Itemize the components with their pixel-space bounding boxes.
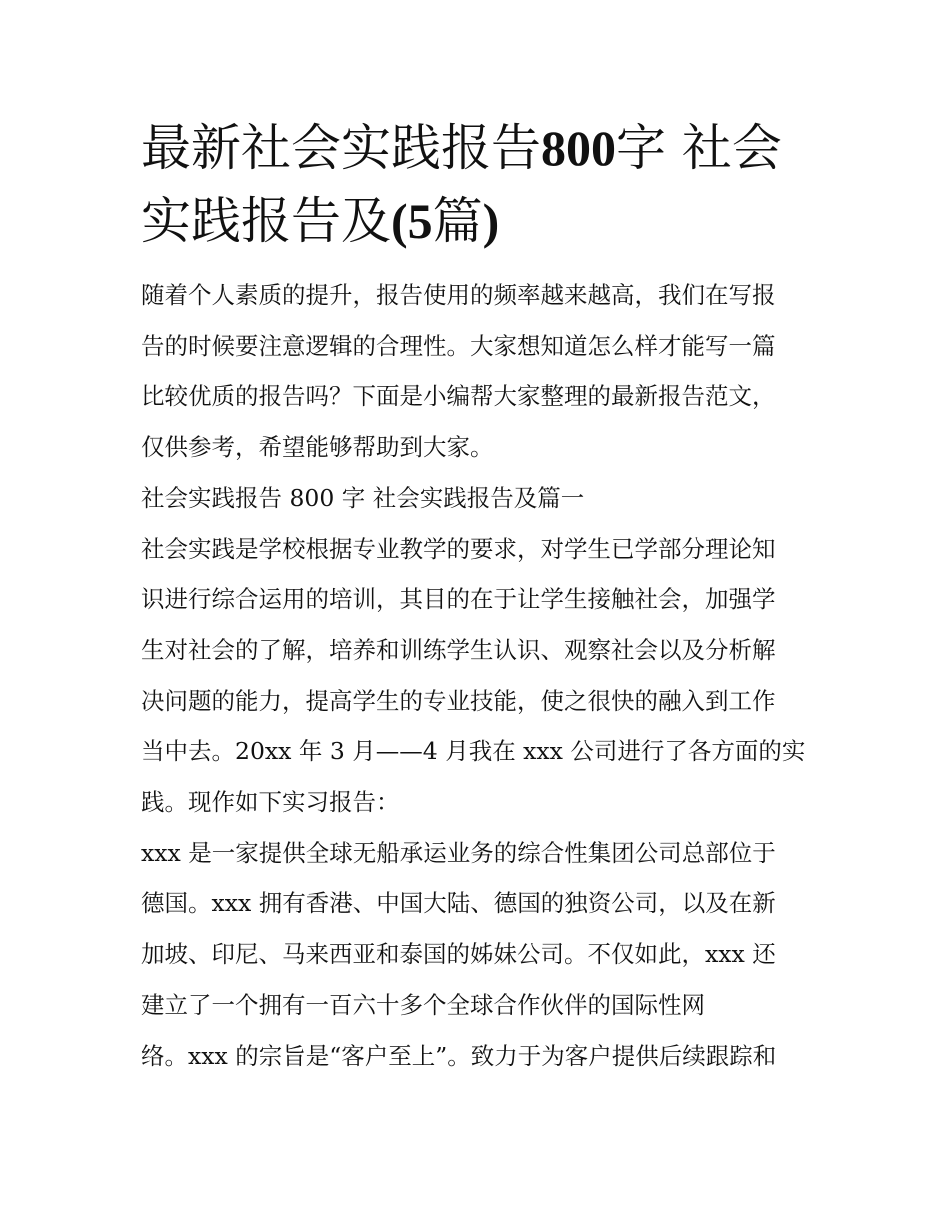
title-number: 800	[541, 120, 616, 176]
text-line: 随着个人素质的提升，报告使用的频率越来越高，我们在写报	[141, 281, 776, 309]
text-line: 比较优质的报告吗？下面是小编帮大家整理的最新报告范文，	[141, 382, 776, 411]
text-line: xxx 是一家提供全球无船承运业务的综合性集团公司总部位于	[141, 838, 776, 867]
text-line: 加坡、印尼、马来西亚和泰国的姊妹公司。不仅如此，xxx 还	[141, 940, 776, 969]
title-number: (5	[391, 193, 433, 249]
title-paren: )	[482, 193, 500, 249]
text-line: 德国。xxx 拥有香港、中国大陆、德国的独资公司，以及在新	[141, 889, 776, 918]
title-text: 篇	[432, 192, 483, 250]
section-heading	[141, 473, 813, 524]
title-text: 实践报告及	[141, 192, 391, 250]
text-line: 生对社会的了解，培养和训练学生认识、观察社会以及分析解	[141, 635, 776, 664]
body-paragraph	[141, 828, 813, 1082]
text-line: 络。xxx 的宗旨是“客户至上”。致力于为客户提供后续跟踪和	[141, 1041, 777, 1070]
body-paragraph	[141, 524, 813, 828]
title-line-1	[141, 112, 813, 185]
title-text: 字 社会	[616, 119, 782, 177]
text-line: 当中去。20xx 年 3 月——4 月我在 xxx 公司进行了各方面的实	[141, 737, 806, 766]
document-title	[141, 112, 813, 258]
text-line: 社会实践是学校根据专业教学的要求，对学生已学部分理论知	[141, 534, 776, 563]
text-line: 决问题的能力，提高学生的专业技能，使之很快的融入到工作	[141, 686, 776, 715]
text-line: 仅供参考，希望能够帮助到大家。	[141, 433, 494, 462]
text-line: 告的时候要注意逻辑的合理性。大家想知道怎么样才能写一篇	[141, 331, 776, 360]
intro-paragraph	[141, 270, 813, 473]
text-line: 建立了一个拥有一百六十多个全球合作伙伴的国际性网	[141, 990, 705, 1019]
text-line: 践。现作如下实习报告：	[141, 788, 400, 817]
title-line-2	[141, 185, 813, 258]
text-line: 识进行综合运用的培训，其目的在于让学生接触社会，加强学	[141, 585, 776, 614]
text-line: 社会实践报告 800 字 社会实践报告及篇一	[141, 483, 585, 512]
document-body	[141, 112, 813, 1081]
title-text: 最新社会实践报告	[141, 119, 541, 177]
